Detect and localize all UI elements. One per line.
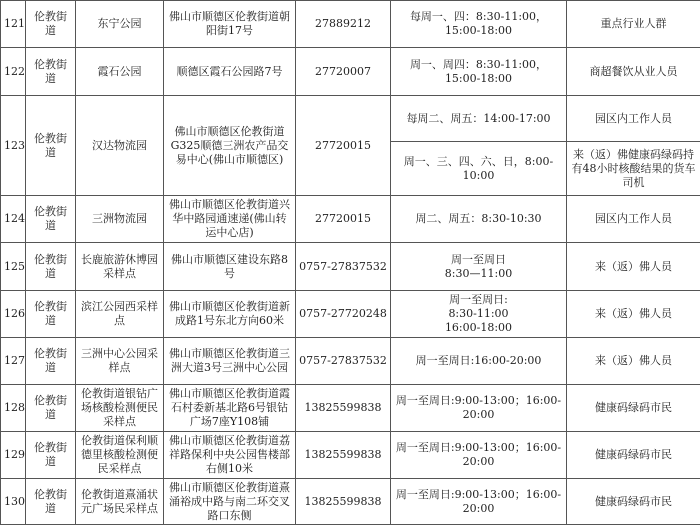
target-group-cell: 健康码绿码市民 [567, 432, 700, 479]
table-row [1, 432, 700, 479]
phone-cell: 0757-27720248 [296, 291, 391, 338]
site-name-cell: 汉达物流园 [76, 96, 164, 196]
address-cell: 佛山市顺德区伦教街道朝阳街17号 [164, 1, 296, 48]
table-row [1, 338, 700, 385]
hours-cell: 周一、三、四、六、日，8:00-10:00 [391, 142, 567, 196]
hours-line: 周一至周日: [449, 293, 508, 306]
address-cell: 佛山市顺德区伦教街道兴华中路园通速递(佛山转运中心店) [164, 196, 296, 243]
address-cell: 佛山市顺德区伦教街道霞石村委新基北路6号银钻广场7座Y108铺 [164, 385, 296, 432]
street-cell: 伦教街道 [26, 479, 76, 525]
site-name-cell: 三洲物流园 [76, 196, 164, 243]
street-cell: 伦教街道 [26, 338, 76, 385]
hours-line: 周一至周日 [451, 252, 506, 266]
phone-cell: 27720015 [296, 96, 391, 196]
table-row [1, 96, 700, 142]
table-row [1, 1, 700, 48]
site-name-cell: 伦教街道熹涌状元广场民采样点 [76, 479, 164, 525]
row-number: 127 [1, 338, 26, 385]
address-cell: 佛山市顺德区伦教街道新成路1号东北方向60米 [164, 291, 296, 338]
row-number: 122 [1, 48, 26, 96]
phone-cell: 13825599838 [296, 385, 391, 432]
table-row [1, 48, 700, 96]
hours-cell: 每周一、四：8:30-11:00，15:00-18:00 [391, 1, 567, 48]
row-number: 129 [1, 432, 26, 479]
street-cell: 伦教街道 [26, 432, 76, 479]
hours-cell: 周一、周四：8:30-11:00，15:00-18:00 [391, 48, 567, 96]
site-name-cell: 三洲中心公园采样点 [76, 338, 164, 385]
address-cell: 佛山市顺德区建设东路8号 [164, 243, 296, 291]
target-group-cell: 来（返）佛人员 [567, 243, 700, 291]
target-group-cell: 商超餐饮从业人员 [567, 48, 700, 96]
target-group-cell: 重点行业人群 [567, 1, 700, 48]
hours-cell: 周一至周日:9:00-13:00；16:00-20:00 [391, 385, 567, 432]
table-row [1, 291, 700, 338]
street-cell: 伦教街道 [26, 385, 76, 432]
hours-line: 8:30-11:00 [448, 307, 509, 320]
site-name-cell: 伦教街道保利顺德里核酸检测便民采样点 [76, 432, 164, 479]
street-cell: 伦教街道 [26, 243, 76, 291]
street-cell: 伦教街道 [26, 96, 76, 196]
site-name-cell: 滨江公园西采样点 [76, 291, 164, 338]
hours-line: 8:30—11:00 [444, 266, 513, 280]
target-group-cell: 来（返）佛人员 [567, 338, 700, 385]
row-number: 125 [1, 243, 26, 291]
table-row [1, 243, 700, 291]
target-group-cell: 园区内工作人员 [567, 96, 700, 142]
address-cell: 佛山市顺德区伦教街道荔祥路保利中央公园售楼部右侧10米 [164, 432, 296, 479]
phone-cell: 27889212 [296, 1, 391, 48]
street-cell: 伦教街道 [26, 196, 76, 243]
address-cell: 佛山市顺德区伦教街道三洲大道3号三洲中心公园 [164, 338, 296, 385]
phone-cell: 0757-27837532 [296, 243, 391, 291]
address-cell: 佛山市顺德区伦教街道G325顺德三洲农产品交易中心(佛山市顺德区) [164, 96, 296, 196]
row-number: 124 [1, 196, 26, 243]
hours-cell: 周一至周日:9:00-13:00；16:00-20:00 [391, 432, 567, 479]
hours-cell: 周一至周日:16:00-20:00 [391, 338, 567, 385]
street-cell: 伦教街道 [26, 291, 76, 338]
row-number: 126 [1, 291, 26, 338]
table-row [1, 385, 700, 432]
row-number: 123 [1, 96, 26, 196]
phone-cell: 27720007 [296, 48, 391, 96]
row-number: 128 [1, 385, 26, 432]
table-row [1, 196, 700, 243]
site-name-cell: 伦教街道银钻广场核酸检测便民采样点 [76, 385, 164, 432]
table-body [1, 1, 700, 525]
street-cell: 伦教街道 [26, 1, 76, 48]
address-cell: 佛山市顺德区伦教街道熹涌裕成中路与南二环交叉路口东侧 [164, 479, 296, 525]
target-group-cell: 来（返）佛人员 [567, 291, 700, 338]
street-cell: 伦教街道 [26, 48, 76, 96]
phone-cell: 27720015 [296, 196, 391, 243]
hours-cell: 每周二、周五：14:00-17:00 [391, 96, 567, 142]
site-name-cell: 长鹿旅游休博园采样点 [76, 243, 164, 291]
hours-line: 16:00-18:00 [444, 321, 513, 334]
address-cell: 顺德区霞石公园路7号 [164, 48, 296, 96]
target-group-cell: 来（返）佛健康码绿码持有48小时核酸结果的货车司机 [567, 142, 700, 196]
row-number: 130 [1, 479, 26, 525]
hours-cell: 周一至周日:9:00-13:00；16:00-20:00 [391, 479, 567, 525]
target-group-cell: 健康码绿码市民 [567, 479, 700, 525]
phone-cell: 13825599838 [296, 432, 391, 479]
target-group-cell: 健康码绿码市民 [567, 385, 700, 432]
table-row [1, 479, 700, 525]
hours-cell: 周二、周五：8:30-10:30 [391, 196, 567, 243]
hours-cell [391, 291, 567, 338]
hours-cell [391, 243, 567, 291]
site-name-cell: 霞石公园 [76, 48, 164, 96]
phone-cell: 13825599838 [296, 479, 391, 525]
site-name-cell: 东宁公园 [76, 1, 164, 48]
row-number: 121 [1, 1, 26, 48]
phone-cell: 0757-27837532 [296, 338, 391, 385]
target-group-cell: 园区内工作人员 [567, 196, 700, 243]
